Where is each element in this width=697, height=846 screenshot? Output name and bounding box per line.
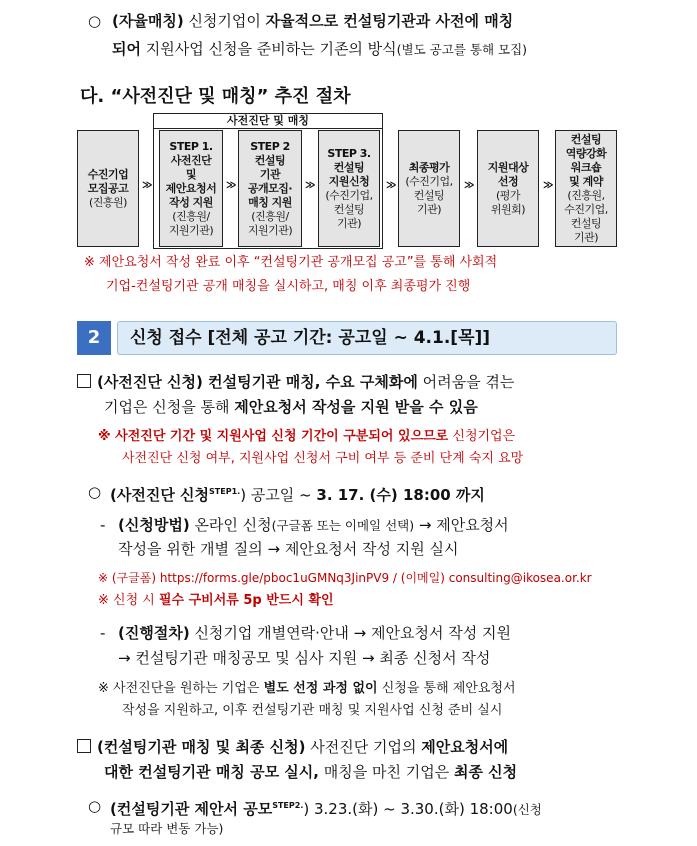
note-line: 작성을 지원하고, 이후 컨설팅기관 매칭 및 지원사업 신청 준비 실시 xyxy=(122,703,503,718)
note-line xyxy=(98,426,515,448)
text: 신청기업은 xyxy=(448,429,516,444)
flow-step-title: 지원대상 선정 xyxy=(487,160,529,188)
bullet: ○ xyxy=(88,797,102,815)
paragraph-line xyxy=(77,371,514,393)
section-title-bar xyxy=(117,321,617,355)
flow-step-sub: (평가 위원회) xyxy=(490,188,526,216)
flow-step xyxy=(477,130,539,247)
text: (신청 xyxy=(512,802,542,817)
arrow-icon: ≫ xyxy=(305,180,316,191)
text: (컨설팅기관 매칭 및 최종 신청) xyxy=(97,738,306,756)
text: 3. 17. (수) 18:00 까지 xyxy=(316,486,485,504)
note-line: 사전진단 신청 여부, 지원사업 신청서 구비 여부 등 준비 단계 숙지 요망 xyxy=(122,451,524,466)
flow-step-title: 최종평가 xyxy=(408,160,450,174)
text: (사전진단 신청 xyxy=(110,486,210,504)
paragraph-line: 규모 따라 변동 가능) xyxy=(110,821,224,836)
text: 온라인 신청 xyxy=(189,516,272,534)
paragraph-line: → 컨설팅기관 매칭공모 및 심사 지원 → 최종 신청서 작성 xyxy=(118,649,491,667)
group-label: 사전진단 및 매칭 xyxy=(226,114,310,127)
flow-step-sub: (수진기업, 컨설팅 기관) xyxy=(325,188,373,230)
text: (구글폼 또는 이메일 선택) xyxy=(271,518,415,533)
text: ) 3.23.(화) ~ 3.30.(화) 18:00 xyxy=(303,800,513,818)
text: ※ 신청 시 xyxy=(98,593,159,608)
checkbox-square-icon xyxy=(77,374,91,388)
flow-step xyxy=(398,130,460,247)
flow-step-title: STEP 2 컨설팅 기관 공개모집· 매칭 지원 xyxy=(247,139,293,209)
text: 제안요청서에 xyxy=(421,738,509,756)
paragraph-line xyxy=(118,514,509,537)
text: (별도 공고를 통해 모집) xyxy=(396,42,528,57)
flow-step-title: 수진기업 모집공고 xyxy=(87,167,129,195)
divider xyxy=(153,128,383,129)
bullet: ○ xyxy=(88,12,102,30)
text: 사전진단 기업의 xyxy=(305,738,422,756)
text: 신청을 통해 제안요청서 xyxy=(377,681,516,696)
checkbox-square-icon xyxy=(77,739,91,753)
flow-step-sub: (수진기업, 컨설팅 기관) xyxy=(405,174,453,216)
arrow-icon: ≫ xyxy=(226,180,237,191)
text: 대한 컨설팅기관 매칭 공모 실시, xyxy=(104,763,319,781)
text: 기업은 신청을 통해 xyxy=(104,398,235,416)
text: 제안요청서 작성을 지원 받을 수 있음 xyxy=(234,398,478,416)
section-number: 2 xyxy=(77,321,111,355)
note-line: ※ 제안요청서 작성 완료 이후 “컨설팅기관 공개모집 공고”를 통해 사회적 xyxy=(84,255,498,270)
text: ※ 사전진단을 원하는 기업은 xyxy=(98,681,264,696)
dash: - xyxy=(100,516,106,534)
arrow-icon: ≫ xyxy=(142,180,153,191)
text: ) 공고일 ~ xyxy=(240,486,317,504)
note-line xyxy=(98,678,516,700)
dash: - xyxy=(100,624,106,642)
paragraph-line xyxy=(104,396,478,418)
flow-step-title: STEP 1. 사전진단 및 제안요청서 작성 지원 xyxy=(165,139,217,209)
text: 되어 xyxy=(112,40,141,58)
text: ※ 사전진단 기간 및 지원사업 신청 기간이 구분되어 있으므로 xyxy=(98,429,449,444)
text: (컨설팅기관 제안서 공모 xyxy=(110,800,273,818)
text: (진행절차) xyxy=(118,624,190,642)
flow-step-title: STEP 3. 컨설팅 지원신청 xyxy=(327,146,371,188)
paragraph-line xyxy=(112,38,527,61)
paragraph-line xyxy=(104,761,517,783)
bullet: ○ xyxy=(88,483,102,501)
arrow-icon: ≫ xyxy=(386,180,397,191)
text: (자율매칭) xyxy=(112,12,184,30)
paragraph-line xyxy=(77,736,508,758)
flow-step-sub: (진흥원, 수진기업, 컨설팅 기관) xyxy=(564,188,608,244)
paragraph-line: 작성을 위한 개별 질의 → 제안요청서 작성 지원 실시 xyxy=(118,540,459,558)
flow-step xyxy=(238,130,302,247)
flow-step-title: 컨설팅 역량강화 워크숍 및 계약 xyxy=(565,132,607,188)
text: 컨설팅기관 매칭, 수요 구체화에 xyxy=(202,373,418,391)
note-line xyxy=(98,590,334,612)
flow-step xyxy=(77,130,139,247)
arrow-icon: ≫ xyxy=(464,180,475,191)
text: 필수 구비서류 5p 반드시 확인 xyxy=(158,593,334,608)
note-line: 기업-컨설팅기관 공개 매칭을 실시하고, 매칭 이후 최종평가 진행 xyxy=(106,279,471,294)
flow-step xyxy=(555,130,617,247)
text: STEP2. xyxy=(272,801,304,810)
text: → 제안요청서 xyxy=(414,516,509,534)
text: 최종 신청 xyxy=(453,763,518,781)
flow-step xyxy=(318,130,380,247)
text: STEP1. xyxy=(209,487,241,496)
text: (신청방법) xyxy=(118,516,190,534)
section-heading: 다. “사전진단 및 매칭” 추진 절차 xyxy=(80,86,351,107)
flow-step xyxy=(159,130,223,247)
paragraph-line xyxy=(110,481,485,506)
paragraph-line xyxy=(112,10,513,32)
text: 지원사업 신청을 준비하는 기존의 방식 xyxy=(140,40,397,58)
text: 매칭을 마친 기업은 xyxy=(318,763,454,781)
section-title: 신청 접수 [전체 공고 기간: 공고일 ~ 4.1.[목]] xyxy=(130,328,491,348)
text: 별도 선정 과정 없이 xyxy=(263,681,378,696)
flow-step-sub: (진흥원/ 지원기관) xyxy=(168,209,214,237)
section-header xyxy=(77,321,617,355)
paragraph-line xyxy=(118,622,511,644)
note-line: ※ (구글폼) https://forms.gle/pboc1uGMNq3JinPV9 / (이메일) consulting@ikosea.or.kr xyxy=(98,571,592,585)
flow-step-sub: (진흥원) xyxy=(89,195,127,209)
text: 어려움을 겪는 xyxy=(417,373,515,391)
text: 자율적으로 컨설팅기관과 사전에 매칭 xyxy=(265,12,514,30)
text: (사전진단 신청) xyxy=(97,373,203,391)
flow-step-sub: (진흥원/ 지원기관) xyxy=(247,209,293,237)
text: 신청기업 개별연락·안내 → 제안요청서 작성 지원 xyxy=(189,624,511,642)
text: 신청기업이 xyxy=(183,12,266,30)
arrow-icon: ≫ xyxy=(543,180,554,191)
